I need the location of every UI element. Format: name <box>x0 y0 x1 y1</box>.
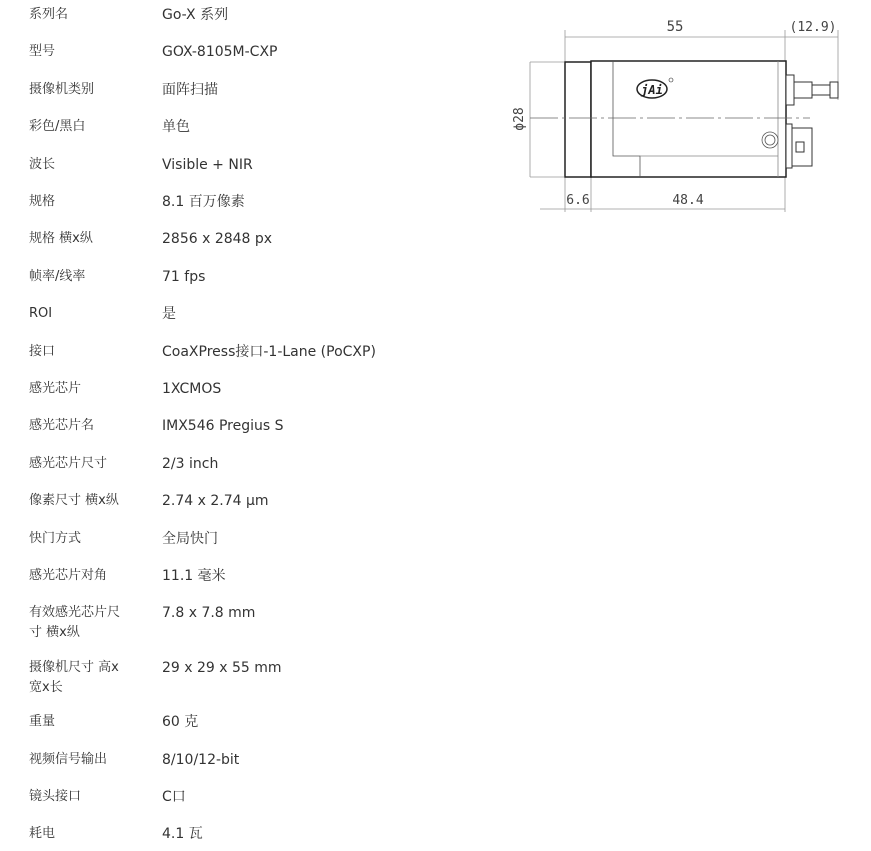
spec-label: 重量 <box>29 714 56 729</box>
spec-row <box>29 787 186 807</box>
spec-value: 面阵扫描 <box>162 82 218 98</box>
spec-row <box>29 342 376 362</box>
spec-label: 快门方式 <box>29 531 82 546</box>
spec-row <box>29 155 253 175</box>
spec-label: 耗电 <box>29 826 56 841</box>
svg-text:jAi: jAi <box>641 83 663 97</box>
spec-value: 60 克 <box>162 714 199 730</box>
spec-value: 8.1 百万像素 <box>162 194 245 210</box>
spec-row <box>29 267 205 287</box>
spec-value: 2.74 x 2.74 µm <box>162 493 269 509</box>
spec-value: 2856 x 2848 px <box>162 231 273 247</box>
spec-label: 规格 横x纵 <box>29 231 93 246</box>
spec-label: 规格 <box>29 194 56 209</box>
spec-value: 11.1 毫米 <box>162 568 226 584</box>
spec-value: Go-X 系列 <box>162 7 229 23</box>
spec-row <box>29 80 218 100</box>
spec-value: Visible + NIR <box>162 157 253 173</box>
spec-value: C口 <box>162 789 186 805</box>
spec-label: 波长 <box>29 157 56 172</box>
spec-row <box>29 491 269 511</box>
spec-row <box>29 304 176 324</box>
spec-label: 感光芯片尺寸 <box>29 456 108 471</box>
spec-value: GOX-8105M-CXP <box>162 44 278 60</box>
spec-row <box>29 658 282 698</box>
svg-text:6.6: 6.6 <box>566 193 590 208</box>
spec-label: 视频信号输出 <box>29 752 108 767</box>
spec-row <box>29 603 255 643</box>
spec-label: 接口 <box>29 344 56 359</box>
spec-value: 4.1 瓦 <box>162 826 203 842</box>
spec-row <box>29 42 278 62</box>
svg-text:55: 55 <box>666 19 684 35</box>
spec-label: 摄像机类别 <box>29 82 95 97</box>
spec-value: 8/10/12-bit <box>162 752 240 768</box>
spec-label: 感光芯片名 <box>29 418 95 433</box>
spec-value: CoaXPress接口-1-Lane (PoCXP) <box>162 344 376 360</box>
spec-value: 1XCMOS <box>162 381 222 397</box>
spec-row <box>29 117 190 137</box>
spec-label: 型号 <box>29 44 56 59</box>
spec-label: 摄像机尺寸 高x宽x长 <box>29 660 119 695</box>
spec-row <box>29 529 218 549</box>
spec-row <box>29 454 218 474</box>
spec-row <box>29 712 198 732</box>
svg-text:ϕ28: ϕ28 <box>512 107 527 131</box>
spec-row <box>29 229 272 249</box>
spec-label: 感光芯片对角 <box>29 568 108 583</box>
spec-row <box>29 824 203 844</box>
spec-row <box>29 750 239 770</box>
spec-row <box>29 5 228 25</box>
camera-dimension-diagram <box>512 0 871 220</box>
spec-label: ROI <box>29 306 53 321</box>
spec-label: 感光芯片 <box>29 381 82 396</box>
spec-value: 全局快门 <box>162 531 218 547</box>
spec-row <box>29 416 284 436</box>
spec-value: 7.8 x 7.8 mm <box>162 605 256 621</box>
spec-row <box>29 379 221 399</box>
spec-value: 单色 <box>162 119 190 135</box>
spec-label: 像素尺寸 横x纵 <box>29 493 119 508</box>
spec-value: IMX546 Pregius S <box>162 418 284 434</box>
spec-label: 彩色/黑白 <box>29 119 86 134</box>
spec-label: 有效感光芯片尺寸 横x纵 <box>29 605 121 640</box>
spec-row <box>29 566 226 586</box>
spec-value: 71 fps <box>162 269 206 285</box>
svg-text:(12.9): (12.9) <box>789 20 837 35</box>
spec-value: 29 x 29 x 55 mm <box>162 660 282 676</box>
spec-label: 镜头接口 <box>29 789 82 804</box>
svg-text:48.4: 48.4 <box>672 193 704 208</box>
spec-label: 系列名 <box>29 7 69 22</box>
spec-label: 帧率/线率 <box>29 269 86 284</box>
spec-value: 是 <box>162 306 176 322</box>
spec-value: 2/3 inch <box>162 456 219 472</box>
spec-row <box>29 192 245 212</box>
dim-length-label <box>667 19 684 35</box>
